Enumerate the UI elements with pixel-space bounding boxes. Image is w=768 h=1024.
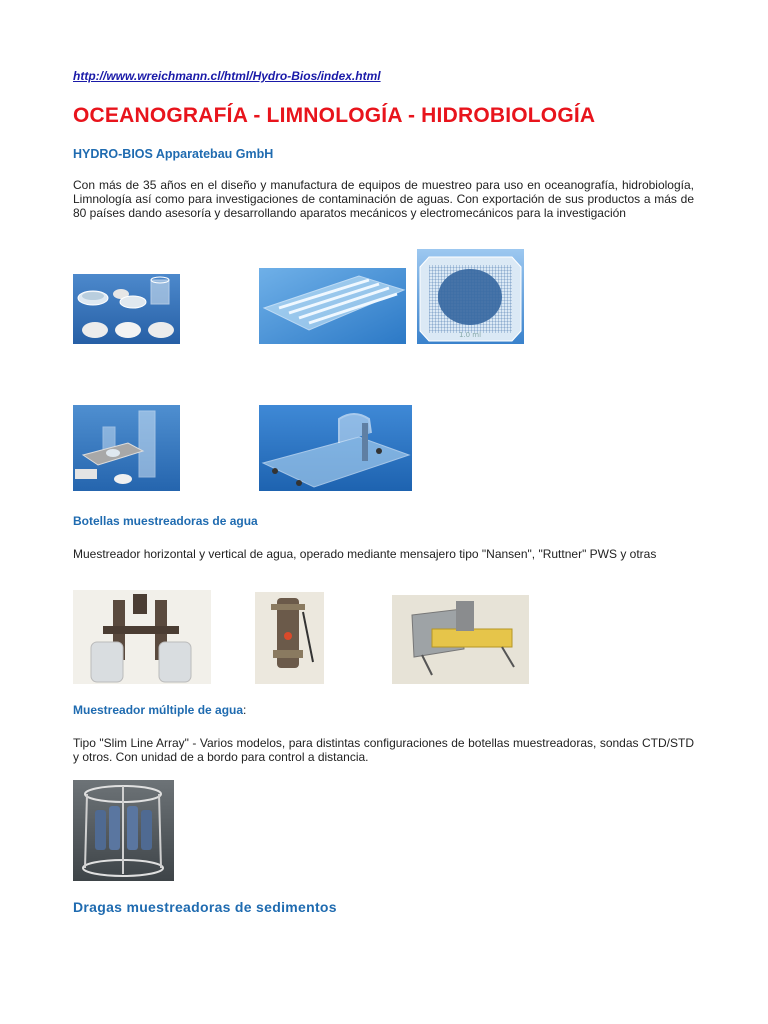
chamber-volume-label: 1.0 ml xyxy=(458,331,482,339)
plankton-tray-image xyxy=(259,268,406,344)
intro-paragraph: Con más de 35 años en el diseño y manufactura de equipos de muestreo para uso en oceanografía, hidrobiología, Limnología así como para investigaciones de contaminación de aguas. Con exportación de sus productos a más de 80 países dando asesoría y desarrollando aparatos mecánicos y electromecánicos para la investigación xyxy=(73,178,694,220)
multiple-sampler-heading xyxy=(73,703,246,717)
pws-sampler-image xyxy=(392,595,529,684)
company-heading: HYDRO-BIOS Apparatebau GmbH xyxy=(73,147,274,161)
heading-colon: : xyxy=(243,703,247,717)
bottles-paragraph: Muestreador horizontal y vertical de agua, operado mediante mensajero tipo "Nansen", "Ruttner" PWS y otras xyxy=(73,547,657,561)
combined-plate-chamber-image xyxy=(259,405,412,491)
counting-chamber-image xyxy=(417,249,524,344)
petri-dishes-image xyxy=(73,274,180,344)
page-title: OCEANOGRAFÍA - LIMNOLOGÍA - HIDROBIOLOGÍA xyxy=(73,104,596,127)
source-url-link[interactable]: http://www.wreichmann.cl/html/Hydro-Bios/index.html xyxy=(73,69,381,83)
bottles-heading: Botellas muestreadoras de agua xyxy=(73,514,258,528)
sedimentation-chamber-image xyxy=(73,405,180,491)
nansen-bottle-image xyxy=(255,592,324,684)
ruttner-bottles-image xyxy=(73,590,211,684)
multiple-sampler-heading-text: Muestreador múltiple de agua xyxy=(73,703,244,717)
slim-line-array-image xyxy=(73,780,174,881)
multiple-sampler-paragraph: Tipo "Slim Line Array" - Varios modelos, para distintas configuraciones de botellas muestreadoras, sondas CTD/STD y otros. Con unidad de a bordo para control a distancia. xyxy=(73,736,694,764)
dredges-heading: Dragas muestreadoras de sedimentos xyxy=(73,899,337,915)
